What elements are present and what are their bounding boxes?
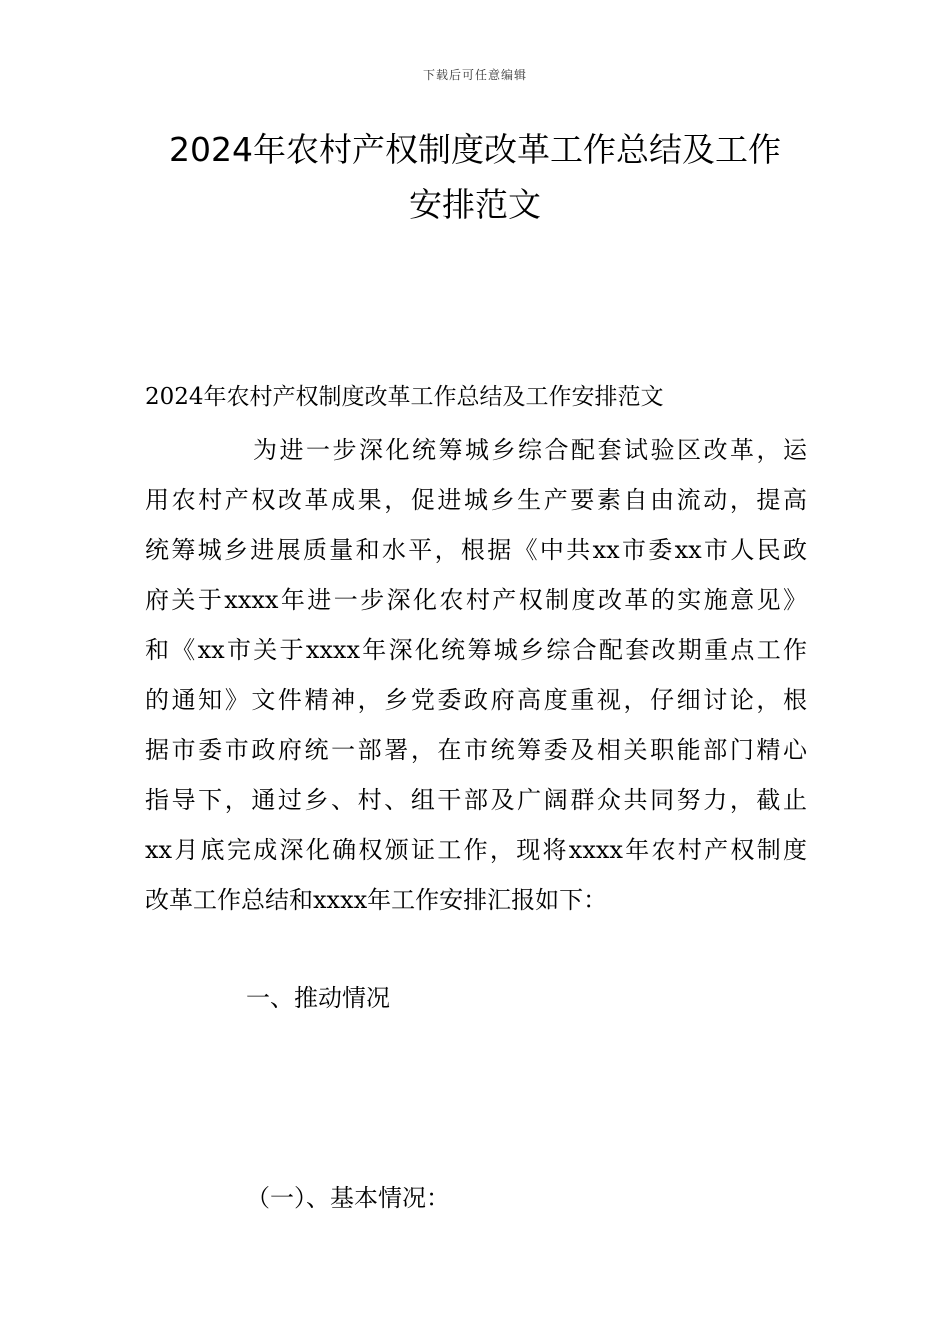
- paragraph-line: 为进一步深化统筹城乡综合配套试验区改革，运: [253, 436, 807, 464]
- paragraph-line: 改革工作总结和xxxx年工作安排汇报如下：: [145, 886, 608, 914]
- title-line-2: 安排范文: [409, 185, 541, 224]
- title-line-1: 2024年农村产权制度改革工作总结及工作: [169, 130, 781, 169]
- section-heading: 一、推动情况: [246, 984, 390, 1012]
- document-title: [100, 122, 850, 232]
- header-note: 下载后可任意编辑: [422, 68, 527, 82]
- body-paragraph: [145, 425, 807, 925]
- paragraph-line: 指导下，通过乡、村、组干部及广阔群众共同努力，截止: [145, 786, 807, 814]
- paragraph-line: 用农村产权改革成果，促进城乡生产要素自由流动，提高: [145, 486, 807, 514]
- subsection-heading: （一）、基本情况：: [246, 1184, 450, 1212]
- document-subtitle: 2024年农村产权制度改革工作总结及工作安排范文: [145, 384, 664, 410]
- paragraph-line: 府关于xxxx年进一步深化农村产权制度改革的实施意见》: [145, 586, 807, 614]
- paragraph-line: 据市委市政府统一部署，在市统筹委及相关职能部门精心: [145, 736, 807, 764]
- paragraph-line: 的通知》文件精神，乡党委政府高度重视，仔细讨论，根: [145, 686, 807, 714]
- paragraph-line: xx月底完成深化确权颁证工作，现将xxxx年农村产权制度: [145, 836, 807, 864]
- paragraph-line: 统筹城乡进展质量和水平，根据《中共xx市委xx市人民政: [145, 536, 807, 564]
- paragraph-line: 和《xx市关于xxxx年深化统筹城乡综合配套改期重点工作: [145, 636, 807, 664]
